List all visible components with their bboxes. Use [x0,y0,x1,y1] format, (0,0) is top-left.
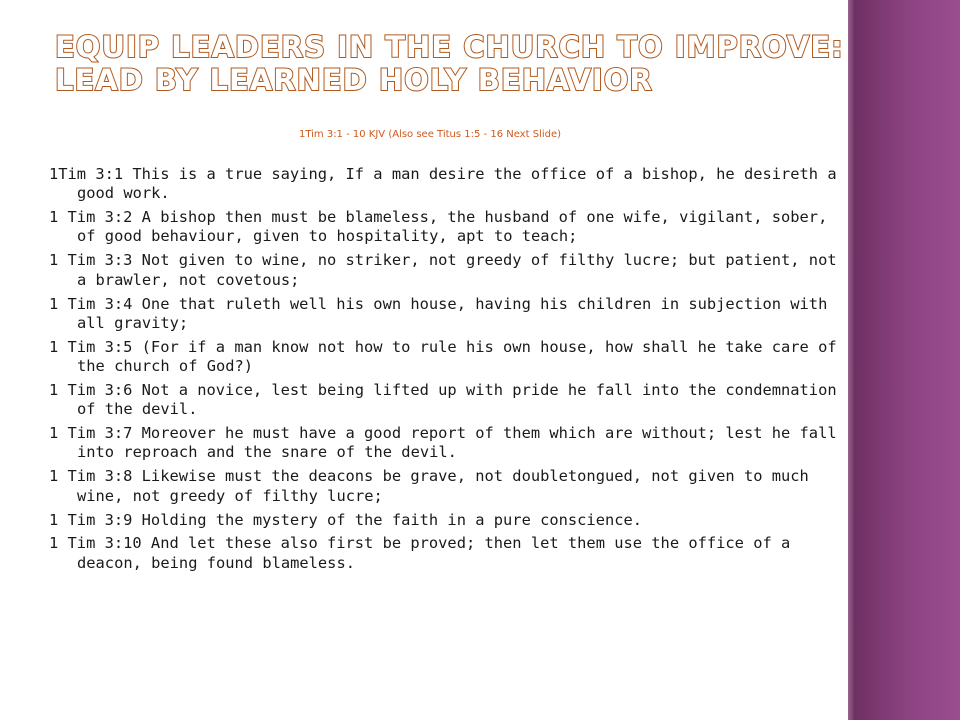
verse-item: 1 Tim 3:10 And let these also first be proved; then let them use the office of a deacon, being found blameless. [49,534,791,572]
verse-item: 1 Tim 3:6 Not a novice, lest being lifted up with pride he fall into the condemnation of the devil. [49,380,837,419]
slide-title [55,30,844,97]
verse-item: 1Tim 3:1 This is a true saying, If a man desire the office of a bishop, he desireth a good work. [49,165,837,203]
decorative-sidebar [848,0,960,720]
scripture-reference: 1Tim 3:1 - 10 KJV (Also see Titus 1:5 - 16 Next Slide) [298,129,562,140]
verse-item: 1 Tim 3:5 (For if a man know not how to rule his own house, how shall he take care of the church of God?) [49,337,837,376]
verse-item: 1 Tim 3:7 Moreover he must have a good report of them which are without; lest he fall into reproach and the snare of the devil. [49,424,837,462]
verse-list [49,165,839,578]
verse-item: 1 Tim 3:9 Holding the mystery of the faith in a pure conscience. [49,510,643,529]
verse-item: 1 Tim 3:8 Likewise must the deacons be grave, not doubletongued, not given to much wine, not greedy of filthy lucre; [49,467,809,505]
verse-item: 1 Tim 3:4 One that ruleth well his own house, having his children in subjection with all gravity; [49,294,828,332]
verse-item: 1 Tim 3:3 Not given to wine, no striker, not greedy of filthy lucre; but patient, not a brawler, not covetous; [49,251,837,289]
slide-title-line-2: LEAD BY LEARNED HOLY BEHAVIOR [55,63,653,97]
slide-title-line-1: EQUIP LEADERS IN THE CHURCH TO IMPROVE: [55,30,844,64]
verse-item: 1 Tim 3:2 A bishop then must be blameless, the husband of one wife, vigilant, sober, of good behaviour, given to hospitality, apt to teach; [49,208,828,246]
